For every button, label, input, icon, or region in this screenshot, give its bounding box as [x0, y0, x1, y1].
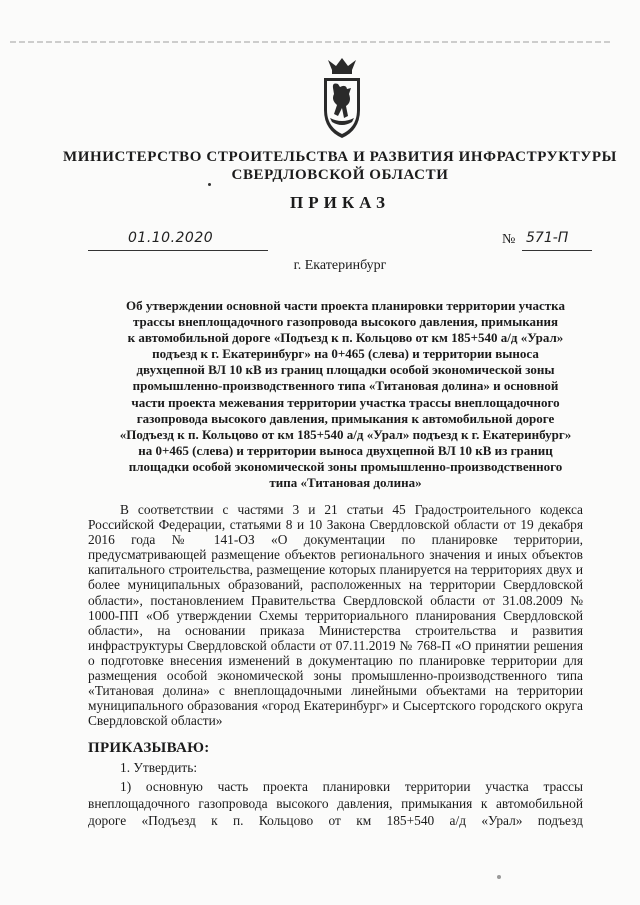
document-title	[88, 298, 603, 491]
order-date	[88, 232, 268, 252]
ink-dot	[208, 183, 211, 186]
scan-speck	[497, 875, 501, 879]
order-date-handwritten: 01.10.2020	[128, 230, 214, 246]
region-line: СВЕРДЛОВСКОЙ ОБЛАСТИ	[231, 167, 449, 183]
title-line: типа «Титановая долина»	[269, 475, 422, 491]
title-line: газопровода высокого давления, примыкания к автомобильной дороге	[136, 410, 555, 426]
preamble-paragraph: В соответствии с частями 3 и 21 статьи 45 Градостроительного кодекса Российской Федерации, статьями 8 и 10 Закона Свердловской области от 19 декабря 2016 года № 141-ОЗ «О документации по планировке территории, предусматривающей размещение объектов регионального значения и иных объектов капитального строительства, размещение которых планируется на территориях двух и более муниципальных образований, расположенных на территории Свердловской области», постановлением Правительства Свердловской области от 31.08.2009 № 1000-ПП «Об утверждении Схемы территориального планирования Свердловской области», на основании приказа Министерства строительства и развития инфраструктуры Свердловской области от 07.11.2019 № 768-П «О принятии решения о подготовке внесения изменений в документацию по планировке территории для размещения особой экономической зоны промышленно-производственного типа «Титановая долина» с внеплощадочными линейными объектами на территории муниципального образования «город Екатеринбург» и Сысертского городского округа Свердловской области»	[88, 502, 583, 729]
number-sign: №	[502, 232, 516, 247]
title-line: площадки особой экономической зоны промышленно-производственного	[128, 458, 563, 474]
subitem-line: внеплощадочного газопровода высокого давления, примыкания к автомобильной	[88, 796, 583, 811]
title-line: промышленно-производственного типа «Титановая долина» и основной	[132, 378, 559, 394]
title-line: к автомобильной дороге «Подъезд к п. Кольцово от км 185+540 а/д «Урал»	[127, 330, 564, 346]
document-type: ПРИКАЗ	[290, 193, 390, 212]
order-command: ПРИКАЗЫВАЮ:	[88, 740, 210, 756]
subitem-1	[88, 778, 583, 829]
title-line: двухцепной ВЛ 10 кВ из границ площадки особой экономической зоны	[136, 362, 555, 378]
city: г. Екатеринбург	[293, 258, 387, 273]
order-number-handwritten: 571-П	[526, 230, 569, 246]
order-number	[492, 232, 592, 252]
title-line: части проекта межевания территории участка трассы внеплощадочного	[131, 394, 560, 410]
title-line: Об утверждении основной части проекта планировки территории участка	[126, 298, 565, 313]
subitem-line: дороге «Подъезд к п. Кольцово от км 185+540 а/д «Урал» подъезд	[88, 813, 583, 828]
title-line: на 0+465 (слева) и территории выноса двухцепной ВЛ 10 кВ из границ	[138, 442, 553, 458]
preamble	[88, 502, 583, 728]
title-line: трассы внеплощадочного газопровода высокого давления, примыкания	[132, 314, 559, 330]
scan-artifact-line	[10, 41, 610, 43]
ministry-line: МИНИСТЕРСТВО СТРОИТЕЛЬСТВА И РАЗВИТИЯ ИНФРАСТРУКТУРЫ	[63, 149, 617, 165]
ministry-name	[60, 148, 620, 184]
title-line: подъезд к г. Екатеринбург» на 0+465 (слева) и территории выноса	[152, 346, 539, 362]
title-line: «Подъезд к п. Кольцово от км 185+540 а/д «Урал» подъезд к г. Екатеринбург»	[119, 426, 572, 442]
item-1: 1. Утвердить:	[120, 760, 198, 775]
sverdlovsk-coat-of-arms-icon	[318, 58, 366, 140]
subitem-line: 1) основную часть проекта планировки территории участка трассы	[120, 779, 583, 794]
